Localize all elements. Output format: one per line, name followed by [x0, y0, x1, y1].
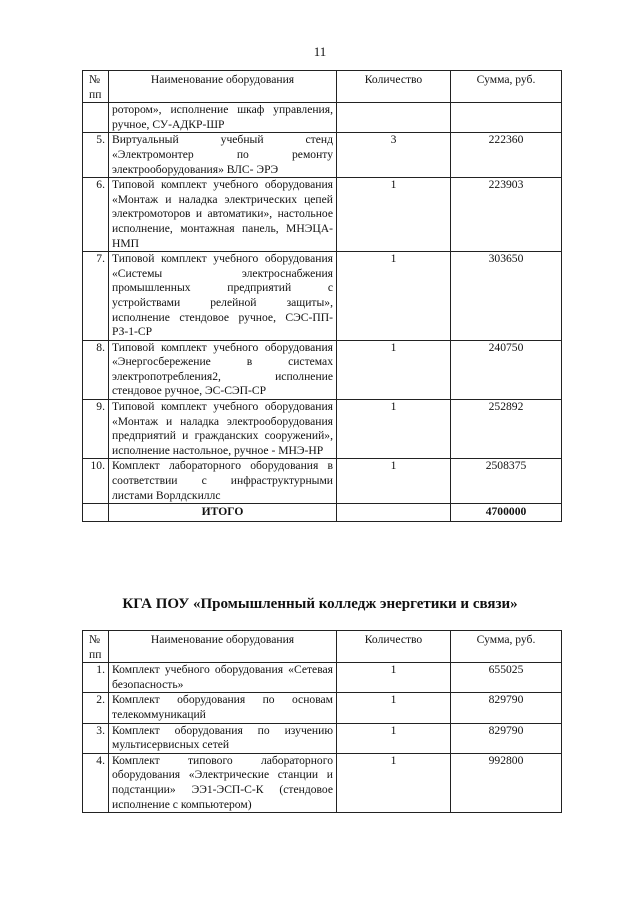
- total-label: ИТОГО: [109, 504, 337, 522]
- amount: 655025: [451, 663, 562, 693]
- equipment-name: Типовой комплект учебного оборудования «Монтаж и наладка электрооборудования предприятий и гражданских сооружений», исполнение настольное, ручное - МНЭ-НР: [109, 400, 337, 459]
- quantity: 1: [337, 252, 451, 341]
- table-header-row: [83, 631, 562, 663]
- row-number: 5.: [83, 133, 109, 178]
- col-header-sum: Сумма, руб.: [451, 71, 562, 103]
- col-header-num: № пп: [83, 631, 109, 663]
- table-header-row: [83, 71, 562, 103]
- amount: 223903: [451, 178, 562, 252]
- row-number: 10.: [83, 459, 109, 504]
- equipment-name: Комплект оборудования по основам телекоммуникаций: [109, 693, 337, 723]
- quantity: [337, 103, 451, 133]
- table-2-body: [83, 663, 562, 813]
- quantity: 1: [337, 753, 451, 812]
- equipment-name: Типовой комплект учебного оборудования «Системы электроснабжения промышленных предприятий с устройствами релейной защиты», исполнение стендовое ручное, СЭС-ПП-РЗ-1-СР: [109, 252, 337, 341]
- equipment-name: Комплект лабораторного оборудования в соответствии с инфраструктурными листами Ворлдскиллс: [109, 459, 337, 504]
- amount: 252892: [451, 400, 562, 459]
- equipment-name: Типовой комплект учебного оборудования «Монтаж и наладка электрических цепей электромоторов и автоматики», настольное исполнение, монтажная панель, МНЭЦА-НМП: [109, 178, 337, 252]
- quantity: 3: [337, 133, 451, 178]
- table-row: [83, 252, 562, 341]
- table-row: [83, 103, 562, 133]
- quantity: 1: [337, 723, 451, 753]
- col-header-num: № пп: [83, 71, 109, 103]
- table-row: [83, 178, 562, 252]
- row-number: 6.: [83, 178, 109, 252]
- quantity: 1: [337, 459, 451, 504]
- total-row: [83, 504, 562, 522]
- amount: [451, 103, 562, 133]
- col-header-name: Наименование оборудования: [109, 71, 337, 103]
- row-number: 8.: [83, 340, 109, 399]
- col-header-qty: Количество: [337, 71, 451, 103]
- equipment-name: Комплект типового лабораторного оборудования «Электрические станции и подстанции» ЭЭ1-ЭСП-С-К (стендовое исполнение с компьютером): [109, 753, 337, 812]
- equipment-table-2: [82, 630, 562, 813]
- quantity: 1: [337, 178, 451, 252]
- quantity: 1: [337, 340, 451, 399]
- quantity: 1: [337, 693, 451, 723]
- quantity: 1: [337, 663, 451, 693]
- equipment-name: Виртуальный учебный стенд «Электромонтер по ремонту электрооборудования» ВЛС- ЭРЭ: [109, 133, 337, 178]
- equipment-name: Комплект оборудования по изучению мультисервисных сетей: [109, 723, 337, 753]
- amount: 992800: [451, 753, 562, 812]
- amount: 829790: [451, 693, 562, 723]
- amount: 2508375: [451, 459, 562, 504]
- row-number: 9.: [83, 400, 109, 459]
- equipment-name: Комплект учебного оборудования «Сетевая безопасность»: [109, 663, 337, 693]
- row-number: 4.: [83, 753, 109, 812]
- table-row: [83, 753, 562, 812]
- equipment-name: Типовой комплект учебного оборудования «Энергосбережение в системах электропотребления2, исполнение стендовое ручное, ЭС-СЭП-СР: [109, 340, 337, 399]
- equipment-table-1: [82, 70, 562, 522]
- table-row: [83, 723, 562, 753]
- col-header-qty: Количество: [337, 631, 451, 663]
- total-num-cell: [83, 504, 109, 522]
- row-number: 7.: [83, 252, 109, 341]
- table-row: [83, 663, 562, 693]
- page-number: 11: [313, 44, 327, 59]
- total-qty-cell: [337, 504, 451, 522]
- amount: 240750: [451, 340, 562, 399]
- table-1-body: [83, 103, 562, 504]
- row-number: 3.: [83, 723, 109, 753]
- col-header-sum: Сумма, руб.: [451, 631, 562, 663]
- quantity: 1: [337, 400, 451, 459]
- amount: 829790: [451, 723, 562, 753]
- row-number: 1.: [83, 663, 109, 693]
- amount: 303650: [451, 252, 562, 341]
- table-row: [83, 400, 562, 459]
- amount: 222360: [451, 133, 562, 178]
- table-row: [83, 459, 562, 504]
- equipment-name: ротором», исполнение шкаф управления, ручное, СУ-АДКР-ШР: [109, 103, 337, 133]
- total-sum: 4700000: [451, 504, 562, 522]
- table-row: [83, 693, 562, 723]
- col-header-name: Наименование оборудования: [109, 631, 337, 663]
- table-row: [83, 340, 562, 399]
- table-row: [83, 133, 562, 178]
- row-number: 2.: [83, 693, 109, 723]
- row-number: [83, 103, 109, 133]
- section-title: КГА ПОУ «Промышленный колледж энергетики и связи»: [122, 596, 518, 612]
